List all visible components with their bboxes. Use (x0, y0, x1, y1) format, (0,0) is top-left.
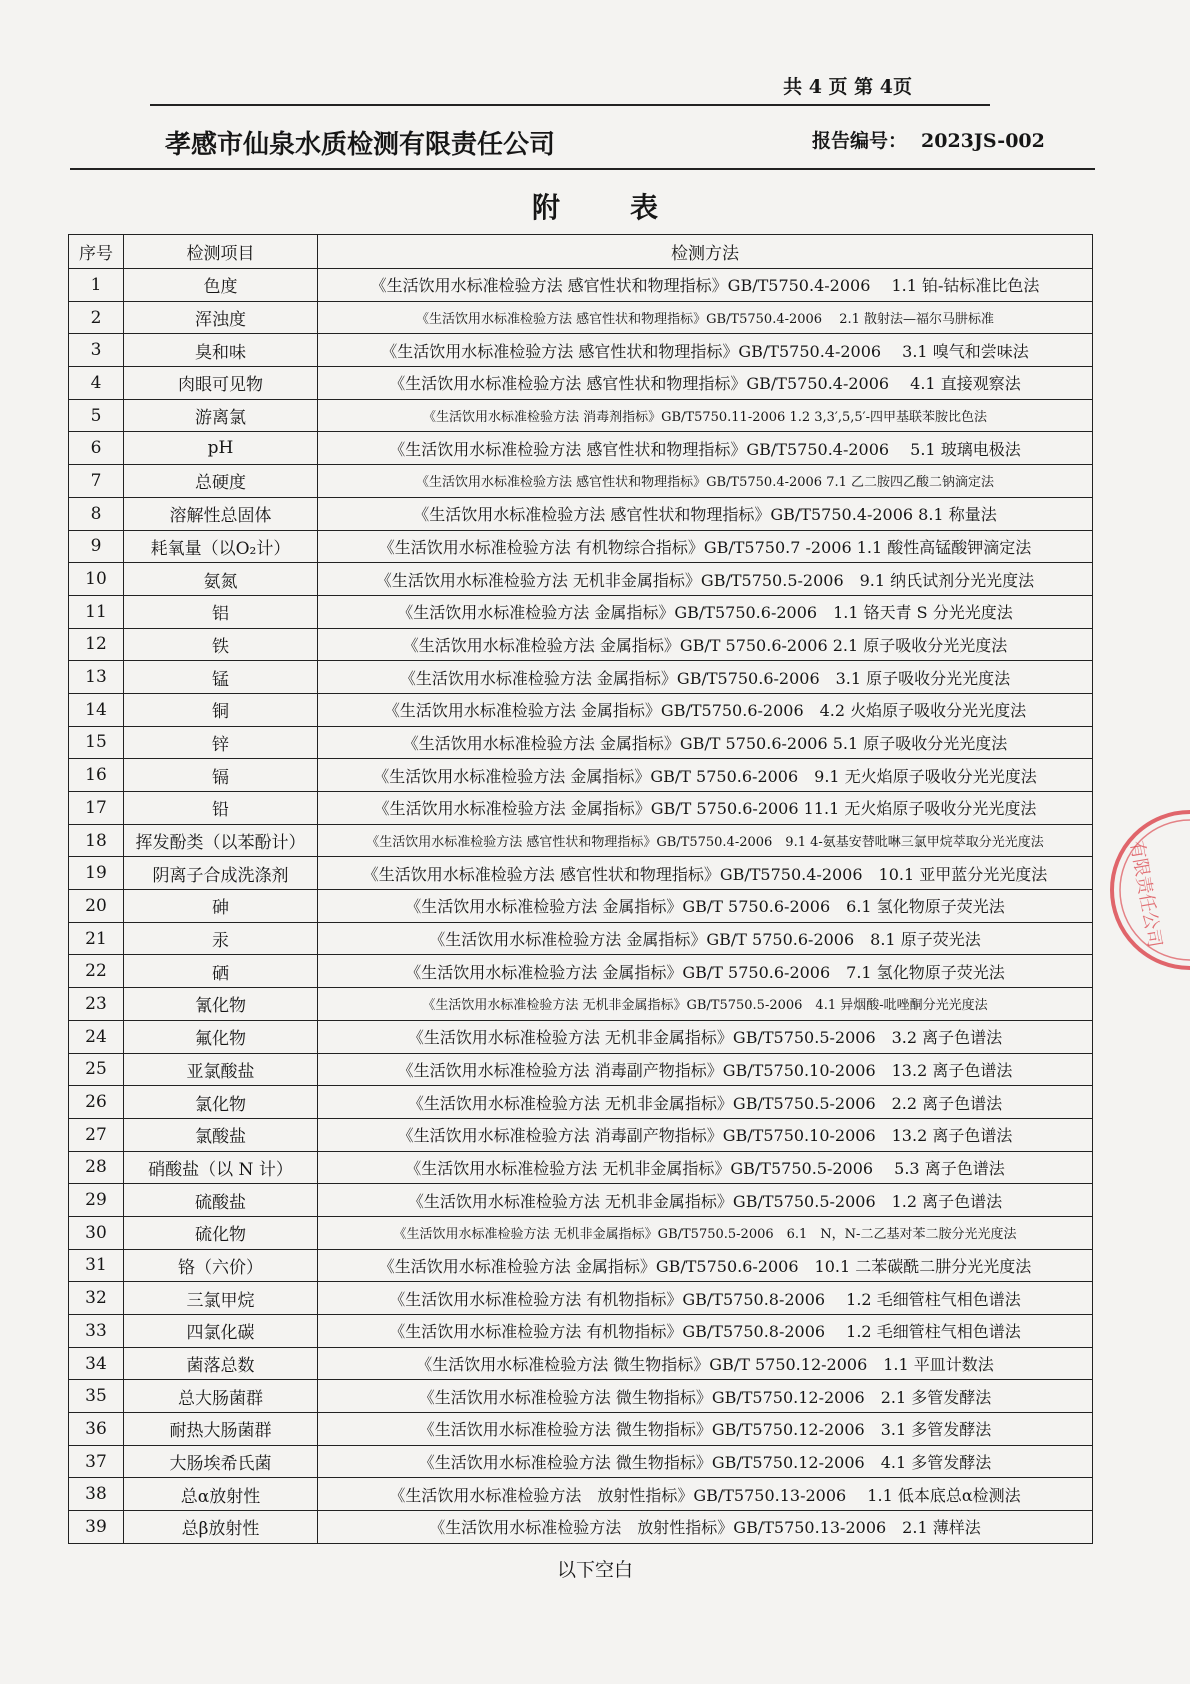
test-method: 《生活饮用水标准检验方法 感官性状和物理指标》GB/T5750.4-2006 9.1 4-氨基安替吡啉三氯甲烷萃取分光光度法 (318, 824, 1093, 857)
table-header (69, 235, 1093, 269)
row-number: 36 (69, 1413, 124, 1446)
test-item: 硫化物 (124, 1216, 318, 1249)
test-method: 《生活饮用水标准检验方法 感官性状和物理指标》GB/T5750.4-2006 10.1 亚甲蓝分光光度法 (318, 857, 1093, 890)
test-item: 氰化物 (124, 988, 318, 1021)
row-number: 21 (69, 922, 124, 955)
test-method: 《生活饮用水标准检验方法 金属指标》GB/T 5750.6-2006 7.1 氢化物原子荧光法 (318, 955, 1093, 988)
row-number: 9 (69, 530, 124, 563)
test-method: 《生活饮用水标准检验方法 有机物指标》GB/T5750.8-2006 1.2 毛细管柱气相色谱法 (318, 1282, 1093, 1315)
divider (70, 168, 1095, 170)
company-seal (1100, 790, 1190, 990)
test-item: 总β放射性 (124, 1511, 318, 1544)
test-method: 《生活饮用水标准检验方法 放射性指标》GB/T5750.13-2006 2.1 薄样法 (318, 1511, 1093, 1544)
test-method: 《生活饮用水标准检验方法 有机物综合指标》GB/T5750.7 -2006 1.1 酸性高锰酸钾滴定法 (318, 530, 1093, 563)
table-row (69, 759, 1093, 792)
column-header: 序号 (69, 235, 124, 269)
table-row (69, 399, 1093, 432)
row-number: 22 (69, 955, 124, 988)
test-item: 游离氯 (124, 399, 318, 432)
table-row (69, 1184, 1093, 1217)
page-title: 附表 (531, 191, 728, 224)
table-row (69, 1315, 1093, 1348)
table-row (69, 1347, 1093, 1380)
row-number: 15 (69, 726, 124, 759)
row-number: 35 (69, 1380, 124, 1413)
test-method: 《生活饮用水标准检验方法 金属指标》GB/T5750.6-2006 10.1 二苯碳酰二肼分光光度法 (318, 1249, 1093, 1282)
test-method: 《生活饮用水标准检验方法 感官性状和物理指标》GB/T5750.4-2006 5.1 玻璃电极法 (318, 432, 1093, 465)
test-method: 《生活饮用水标准检验方法 金属指标》GB/T 5750.6-2006 9.1 无火焰原子吸收分光光度法 (318, 759, 1093, 792)
table-row (69, 465, 1093, 498)
table-row (69, 563, 1093, 596)
table-row (69, 367, 1093, 400)
test-method: 《生活饮用水标准检验方法 微生物指标》GB/T5750.12-2006 2.1 多管发酵法 (318, 1380, 1093, 1413)
test-item: 硝酸盐（以 N 计） (124, 1151, 318, 1184)
table-row (69, 628, 1093, 661)
test-item: 三氯甲烷 (124, 1282, 318, 1315)
test-method: 《生活饮用水标准检验方法 感官性状和物理指标》GB/T5750.4-2006 4.1 直接观察法 (318, 367, 1093, 400)
test-item: 大肠埃希氏菌 (124, 1445, 318, 1478)
test-method: 《生活饮用水标准检验方法 金属指标》GB/T5750.6-2006 1.1 铬天青 S 分光光度法 (318, 595, 1093, 628)
row-number: 6 (69, 432, 124, 465)
test-method: 《生活饮用水标准检验方法 感官性状和物理指标》GB/T5750.4-2006 2.1 散射法—福尔马肼标准 (318, 301, 1093, 334)
test-item: 溶解性总固体 (124, 497, 318, 530)
test-item: 四氯化碳 (124, 1315, 318, 1348)
test-item: 铜 (124, 693, 318, 726)
row-number: 19 (69, 857, 124, 890)
row-number: 16 (69, 759, 124, 792)
test-method: 《生活饮用水标准检验方法 感官性状和物理指标》GB/T5750.4-2006 7.1 乙二胺四乙酸二钠滴定法 (318, 465, 1093, 498)
test-item: 砷 (124, 890, 318, 923)
table-row (69, 1020, 1093, 1053)
test-item: 氯化物 (124, 1086, 318, 1119)
row-number: 31 (69, 1249, 124, 1282)
row-number: 5 (69, 399, 124, 432)
table-row (69, 857, 1093, 890)
table-row (69, 726, 1093, 759)
test-method: 《生活饮用水标准检验方法 感官性状和物理指标》GB/T5750.4-2006 3.1 嗅气和尝味法 (318, 334, 1093, 367)
row-number: 10 (69, 563, 124, 596)
row-number: 29 (69, 1184, 124, 1217)
row-number: 38 (69, 1478, 124, 1511)
table-row (69, 1413, 1093, 1446)
test-item: 锌 (124, 726, 318, 759)
table-row (69, 792, 1093, 825)
test-method: 《生活饮用水标准检验方法 微生物指标》GB/T5750.12-2006 4.1 多管发酵法 (318, 1445, 1093, 1478)
table-row (69, 1086, 1093, 1119)
test-method: 《生活饮用水标准检验方法 无机非金属指标》GB/T5750.5-2006 6.1 N，N-二乙基对苯二胺分光光度法 (318, 1216, 1093, 1249)
test-item: 耐热大肠菌群 (124, 1413, 318, 1446)
table-row (69, 269, 1093, 302)
row-number: 12 (69, 628, 124, 661)
test-item: 镉 (124, 759, 318, 792)
test-method: 《生活饮用水标准检验方法 金属指标》GB/T5750.6-2006 3.1 原子吸收分光光度法 (318, 661, 1093, 694)
test-method: 《生活饮用水标准检验方法 金属指标》GB/T 5750.6-2006 8.1 原子荧光法 (318, 922, 1093, 955)
test-item: 锰 (124, 661, 318, 694)
test-method: 《生活饮用水标准检验方法 金属指标》GB/T 5750.6-2006 6.1 氢化物原子荧光法 (318, 890, 1093, 923)
table-row (69, 1249, 1093, 1282)
test-item: 铅 (124, 792, 318, 825)
test-method: 《生活饮用水标准检验方法 微生物指标》GB/T 5750.12-2006 1.1 平皿计数法 (318, 1347, 1093, 1380)
test-method: 《生活饮用水标准检验方法 无机非金属指标》GB/T5750.5-2006 1.2 离子色谱法 (318, 1184, 1093, 1217)
test-method: 《生活饮用水标准检验方法 感官性状和物理指标》GB/T5750.4-2006 8.1 称量法 (318, 497, 1093, 530)
table-row (69, 824, 1093, 857)
page-count: 共 4 页 第 4页 (783, 76, 912, 98)
table-row (69, 988, 1093, 1021)
test-item: 氨氮 (124, 563, 318, 596)
table-row (69, 1478, 1093, 1511)
row-number: 7 (69, 465, 124, 498)
test-item: 总α放射性 (124, 1478, 318, 1511)
test-item: 总大肠菌群 (124, 1380, 318, 1413)
test-item: 菌落总数 (124, 1347, 318, 1380)
test-item: 阴离子合成洗涤剂 (124, 857, 318, 890)
test-method: 《生活饮用水标准检验方法 金属指标》GB/T 5750.6-2006 5.1 原子吸收分光光度法 (318, 726, 1093, 759)
end-note: 以下空白 (556, 1559, 633, 1581)
test-item: 氟化物 (124, 1020, 318, 1053)
row-number: 1 (69, 269, 124, 302)
row-number: 24 (69, 1020, 124, 1053)
column-header: 检测项目 (124, 235, 318, 269)
row-number: 20 (69, 890, 124, 923)
test-method: 《生活饮用水标准检验方法 无机非金属指标》GB/T5750.5-2006 5.3 离子色谱法 (318, 1151, 1093, 1184)
row-number: 28 (69, 1151, 124, 1184)
test-item: 肉眼可见物 (124, 367, 318, 400)
row-number: 32 (69, 1282, 124, 1315)
test-item: 硫酸盐 (124, 1184, 318, 1217)
test-item: pH (124, 432, 318, 465)
test-item: 挥发酚类（以苯酚计） (124, 824, 318, 857)
row-number: 3 (69, 334, 124, 367)
table-row (69, 432, 1093, 465)
test-item: 硒 (124, 955, 318, 988)
row-number: 4 (69, 367, 124, 400)
row-number: 14 (69, 693, 124, 726)
table-row (69, 595, 1093, 628)
row-number: 13 (69, 661, 124, 694)
table-row (69, 661, 1093, 694)
table-row (69, 301, 1093, 334)
row-number: 23 (69, 988, 124, 1021)
test-method: 《生活饮用水标准检验方法 无机非金属指标》GB/T5750.5-2006 2.2 离子色谱法 (318, 1086, 1093, 1119)
test-method: 《生活饮用水标准检验方法 无机非金属指标》GB/T5750.5-2006 4.1 异烟酸-吡唑酮分光光度法 (318, 988, 1093, 1021)
table-row (69, 1282, 1093, 1315)
table-row (69, 890, 1093, 923)
table-row (69, 1151, 1093, 1184)
test-item: 铝 (124, 595, 318, 628)
table-row (69, 1216, 1093, 1249)
row-number: 39 (69, 1511, 124, 1544)
row-number: 34 (69, 1347, 124, 1380)
test-item: 总硬度 (124, 465, 318, 498)
table-row (69, 1118, 1093, 1151)
svg-text:有限责任公司: 有限责任公司 (1125, 839, 1166, 950)
test-item: 铁 (124, 628, 318, 661)
table-row (69, 1053, 1093, 1086)
test-method: 《生活饮用水标准检验方法 有机物指标》GB/T5750.8-2006 1.2 毛细管柱气相色谱法 (318, 1315, 1093, 1348)
row-number: 26 (69, 1086, 124, 1119)
test-item: 汞 (124, 922, 318, 955)
table-row (69, 497, 1093, 530)
row-number: 33 (69, 1315, 124, 1348)
report-number (812, 126, 1045, 153)
column-header: 检测方法 (318, 235, 1093, 269)
test-method: 《生活饮用水标准检验方法 无机非金属指标》GB/T5750.5-2006 9.1 纳氏试剂分光光度法 (318, 563, 1093, 596)
table-row (69, 1445, 1093, 1478)
row-number: 37 (69, 1445, 124, 1478)
test-method: 《生活饮用水标准检验方法 感官性状和物理指标》GB/T5750.4-2006 1.1 铂-钴标准比色法 (318, 269, 1093, 302)
table-row (69, 1511, 1093, 1544)
test-method: 《生活饮用水标准检验方法 消毒副产物指标》GB/T5750.10-2006 13.2 离子色谱法 (318, 1053, 1093, 1086)
row-number: 27 (69, 1118, 124, 1151)
test-item: 浑浊度 (124, 301, 318, 334)
table-row (69, 530, 1093, 563)
methods-table (68, 234, 1093, 1544)
row-number: 2 (69, 301, 124, 334)
test-method: 《生活饮用水标准检验方法 消毒副产物指标》GB/T5750.10-2006 13.2 离子色谱法 (318, 1118, 1093, 1151)
report-no: 2023JS-002 (921, 130, 1045, 152)
table-row (69, 334, 1093, 367)
test-method: 《生活饮用水标准检验方法 金属指标》GB/T5750.6-2006 4.2 火焰原子吸收分光光度法 (318, 693, 1093, 726)
row-number: 18 (69, 824, 124, 857)
row-number: 8 (69, 497, 124, 530)
table-row (69, 693, 1093, 726)
test-item: 亚氯酸盐 (124, 1053, 318, 1086)
test-method: 《生活饮用水标准检验方法 放射性指标》GB/T5750.13-2006 1.1 低本底总α检测法 (318, 1478, 1093, 1511)
test-item: 色度 (124, 269, 318, 302)
test-item: 耗氧量（以O₂计） (124, 530, 318, 563)
test-method: 《生活饮用水标准检验方法 金属指标》GB/T 5750.6-2006 11.1 无火焰原子吸收分光光度法 (318, 792, 1093, 825)
row-number: 25 (69, 1053, 124, 1086)
company-name: 孝感市仙泉水质检测有限责任公司 (165, 130, 556, 160)
row-number: 30 (69, 1216, 124, 1249)
row-number: 11 (69, 595, 124, 628)
test-method: 《生活饮用水标准检验方法 无机非金属指标》GB/T5750.5-2006 3.2 离子色谱法 (318, 1020, 1093, 1053)
test-method: 《生活饮用水标准检验方法 消毒剂指标》GB/T5750.11-2006 1.2 3,3′,5,5′-四甲基联苯胺比色法 (318, 399, 1093, 432)
table-row (69, 955, 1093, 988)
table-row (69, 1380, 1093, 1413)
test-item: 氯酸盐 (124, 1118, 318, 1151)
table-row (69, 922, 1093, 955)
row-number: 17 (69, 792, 124, 825)
divider (150, 104, 990, 106)
test-method: 《生活饮用水标准检验方法 金属指标》GB/T 5750.6-2006 2.1 原子吸收分光光度法 (318, 628, 1093, 661)
test-item: 臭和味 (124, 334, 318, 367)
report-label: 报告编号： (812, 130, 908, 152)
test-item: 铬（六价） (124, 1249, 318, 1282)
test-method: 《生活饮用水标准检验方法 微生物指标》GB/T5750.12-2006 3.1 多管发酵法 (318, 1413, 1093, 1446)
